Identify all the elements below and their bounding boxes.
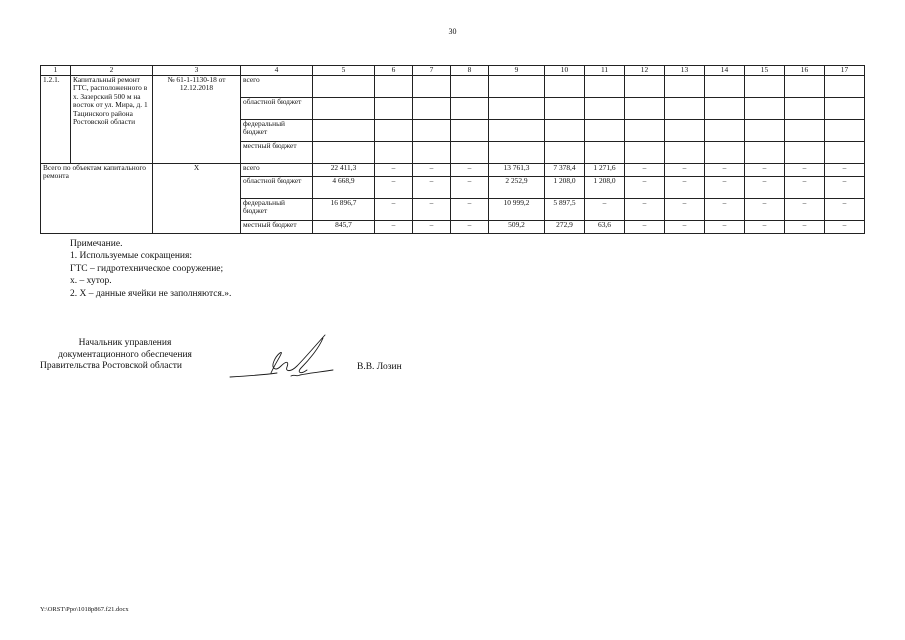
- table-cell: –: [625, 221, 665, 234]
- column-header: 12: [625, 66, 665, 76]
- table-cell: [313, 142, 375, 164]
- table-cell: 1 271,6: [585, 164, 625, 177]
- table-cell: –: [745, 177, 785, 199]
- table-cell: –: [585, 199, 625, 221]
- table-cell: –: [665, 177, 705, 199]
- table-cell: –: [745, 199, 785, 221]
- table-cell: [375, 98, 413, 120]
- table-cell: [585, 142, 625, 164]
- table-cell: [585, 76, 625, 98]
- table-cell: –: [375, 177, 413, 199]
- notes-block: [70, 238, 231, 300]
- table-cell: –: [825, 164, 865, 177]
- table-cell: [585, 98, 625, 120]
- table-cell: [705, 142, 745, 164]
- document-ref: № 61-1-1130-18 от 12.12.2018: [153, 76, 241, 164]
- table-cell: [825, 76, 865, 98]
- table-header-row: [41, 66, 865, 76]
- table-cell: 10 999,2: [489, 199, 545, 221]
- table-cell: –: [451, 164, 489, 177]
- note-line: 1. Используемые сокращения:: [70, 251, 192, 262]
- table-cell: [825, 142, 865, 164]
- table-cell: –: [413, 199, 451, 221]
- signature-stroke: [230, 335, 333, 377]
- budget-label: всего: [241, 76, 313, 98]
- budget-label: федеральный бюджет: [241, 199, 313, 221]
- budget-label: областной бюджет: [241, 177, 313, 199]
- table-cell: [451, 142, 489, 164]
- table-cell: –: [705, 177, 745, 199]
- table-cell: –: [451, 199, 489, 221]
- table-cell: –: [785, 164, 825, 177]
- table-cell: [451, 76, 489, 98]
- column-header: 13: [665, 66, 705, 76]
- table-cell: [313, 120, 375, 142]
- table-cell: –: [625, 164, 665, 177]
- signer-name: В.В. Лозин: [357, 362, 402, 372]
- budget-label: всего: [241, 164, 313, 177]
- column-header: 11: [585, 66, 625, 76]
- table-cell: [375, 142, 413, 164]
- table-cell: [785, 76, 825, 98]
- signatory-title-line: Начальник управления: [78, 338, 172, 348]
- table-row: [41, 76, 865, 98]
- table-cell: –: [745, 164, 785, 177]
- table-cell: [625, 76, 665, 98]
- table-cell: 7 378,4: [545, 164, 585, 177]
- table-cell: –: [745, 221, 785, 234]
- table-cell: –: [665, 221, 705, 234]
- table-cell: [665, 76, 705, 98]
- file-path: Y:\ORST\Ppo\1018p867.f21.docx: [40, 606, 129, 613]
- column-header: 4: [241, 66, 313, 76]
- table-cell: 845,7: [313, 221, 375, 234]
- table-cell: –: [413, 164, 451, 177]
- table-cell: 4 668,9: [313, 177, 375, 199]
- table-cell: [489, 120, 545, 142]
- budget-label: местный бюджет: [241, 142, 313, 164]
- signatory-title-line: документационного обеспечения: [58, 349, 192, 360]
- table-cell: 63,6: [585, 221, 625, 234]
- table-cell: [545, 76, 585, 98]
- table-cell: [413, 120, 451, 142]
- signatory-title-line: Правительства Ростовской области: [40, 361, 182, 371]
- table-cell: [413, 76, 451, 98]
- page-number: 30: [448, 27, 457, 36]
- table-cell: –: [705, 199, 745, 221]
- table-cell: –: [825, 177, 865, 199]
- table-cell: [313, 76, 375, 98]
- table-cell: [545, 98, 585, 120]
- budget-table: [40, 65, 865, 234]
- table-cell: 272,9: [545, 221, 585, 234]
- column-header: 6: [375, 66, 413, 76]
- table-cell: 509,2: [489, 221, 545, 234]
- column-header: 5: [313, 66, 375, 76]
- table-cell: [785, 142, 825, 164]
- column-header: 1: [41, 66, 71, 76]
- column-header: 3: [153, 66, 241, 76]
- table-cell: –: [705, 221, 745, 234]
- table-cell: –: [451, 221, 489, 234]
- table-cell: [545, 142, 585, 164]
- table-cell: [489, 76, 545, 98]
- table-cell: 2 252,9: [489, 177, 545, 199]
- table-cell: 22 411,3: [313, 164, 375, 177]
- notes-title: Примечание.: [70, 239, 123, 249]
- column-header: 10: [545, 66, 585, 76]
- object-name: Капитальный ремонт ГТС, расположенного в х. Зазерский 500 м на восток от ул. Мира, д. 1 Тацинского района Ростовской области: [71, 76, 153, 164]
- signatory-title: [40, 338, 210, 373]
- table-cell: –: [825, 199, 865, 221]
- table-cell: [375, 76, 413, 98]
- budget-label: областной бюджет: [241, 98, 313, 120]
- table-cell: [451, 120, 489, 142]
- table-cell: [489, 142, 545, 164]
- column-header: 14: [705, 66, 745, 76]
- table-cell: –: [375, 164, 413, 177]
- table-cell: –: [785, 221, 825, 234]
- table-cell: [745, 98, 785, 120]
- table-cell: [413, 98, 451, 120]
- table-cell: –: [785, 199, 825, 221]
- table-cell: –: [413, 221, 451, 234]
- table-cell: [705, 76, 745, 98]
- table-cell: [825, 98, 865, 120]
- column-header: 8: [451, 66, 489, 76]
- table-cell: [705, 120, 745, 142]
- table-cell: [745, 120, 785, 142]
- table-cell: [313, 98, 375, 120]
- table-cell: [665, 142, 705, 164]
- table-cell: 13 761,3: [489, 164, 545, 177]
- table-row: [41, 164, 865, 177]
- column-header: 17: [825, 66, 865, 76]
- budget-label: местный бюджет: [241, 221, 313, 234]
- table-cell: –: [705, 164, 745, 177]
- handwritten-signature: [225, 330, 340, 385]
- document-ref: Х: [153, 164, 241, 234]
- column-header: 16: [785, 66, 825, 76]
- table-cell: [705, 98, 745, 120]
- table-cell: [585, 120, 625, 142]
- table-cell: [489, 98, 545, 120]
- table-cell: –: [625, 177, 665, 199]
- table-cell: [745, 76, 785, 98]
- table-cell: [625, 120, 665, 142]
- table-cell: –: [413, 177, 451, 199]
- table-cell: [545, 120, 585, 142]
- table-cell: 16 896,7: [313, 199, 375, 221]
- note-line: ГТС – гидротехническое сооружение;: [70, 263, 224, 274]
- column-header: 7: [413, 66, 451, 76]
- table-cell: –: [665, 164, 705, 177]
- table-cell: [375, 120, 413, 142]
- table-cell: [413, 142, 451, 164]
- table-cell: –: [375, 221, 413, 234]
- table-cell: [785, 120, 825, 142]
- row-number: 1.2.1.: [41, 76, 71, 164]
- table-cell: [785, 98, 825, 120]
- table-cell: –: [625, 199, 665, 221]
- table-cell: –: [375, 199, 413, 221]
- table-cell: 1 208,0: [545, 177, 585, 199]
- column-header: 2: [71, 66, 153, 76]
- table-cell: 1 208,0: [585, 177, 625, 199]
- table-cell: –: [665, 199, 705, 221]
- budget-label: федеральный бюджет: [241, 120, 313, 142]
- note-line: х. – хутор.: [70, 276, 112, 287]
- table-cell: [451, 98, 489, 120]
- table-cell: –: [785, 177, 825, 199]
- column-header: 9: [489, 66, 545, 76]
- table-cell: –: [825, 221, 865, 234]
- note-line: 2. Х – данные ячейки не заполняются.».: [70, 288, 232, 299]
- table-cell: 5 897,5: [545, 199, 585, 221]
- table-cell: –: [451, 177, 489, 199]
- table-cell: [745, 142, 785, 164]
- table-cell: [665, 120, 705, 142]
- column-header: 15: [745, 66, 785, 76]
- table-cell: [625, 98, 665, 120]
- total-label: Всего по объектам капитального ремонта: [41, 164, 153, 234]
- table-cell: [625, 142, 665, 164]
- table-cell: [825, 120, 865, 142]
- table-cell: [665, 98, 705, 120]
